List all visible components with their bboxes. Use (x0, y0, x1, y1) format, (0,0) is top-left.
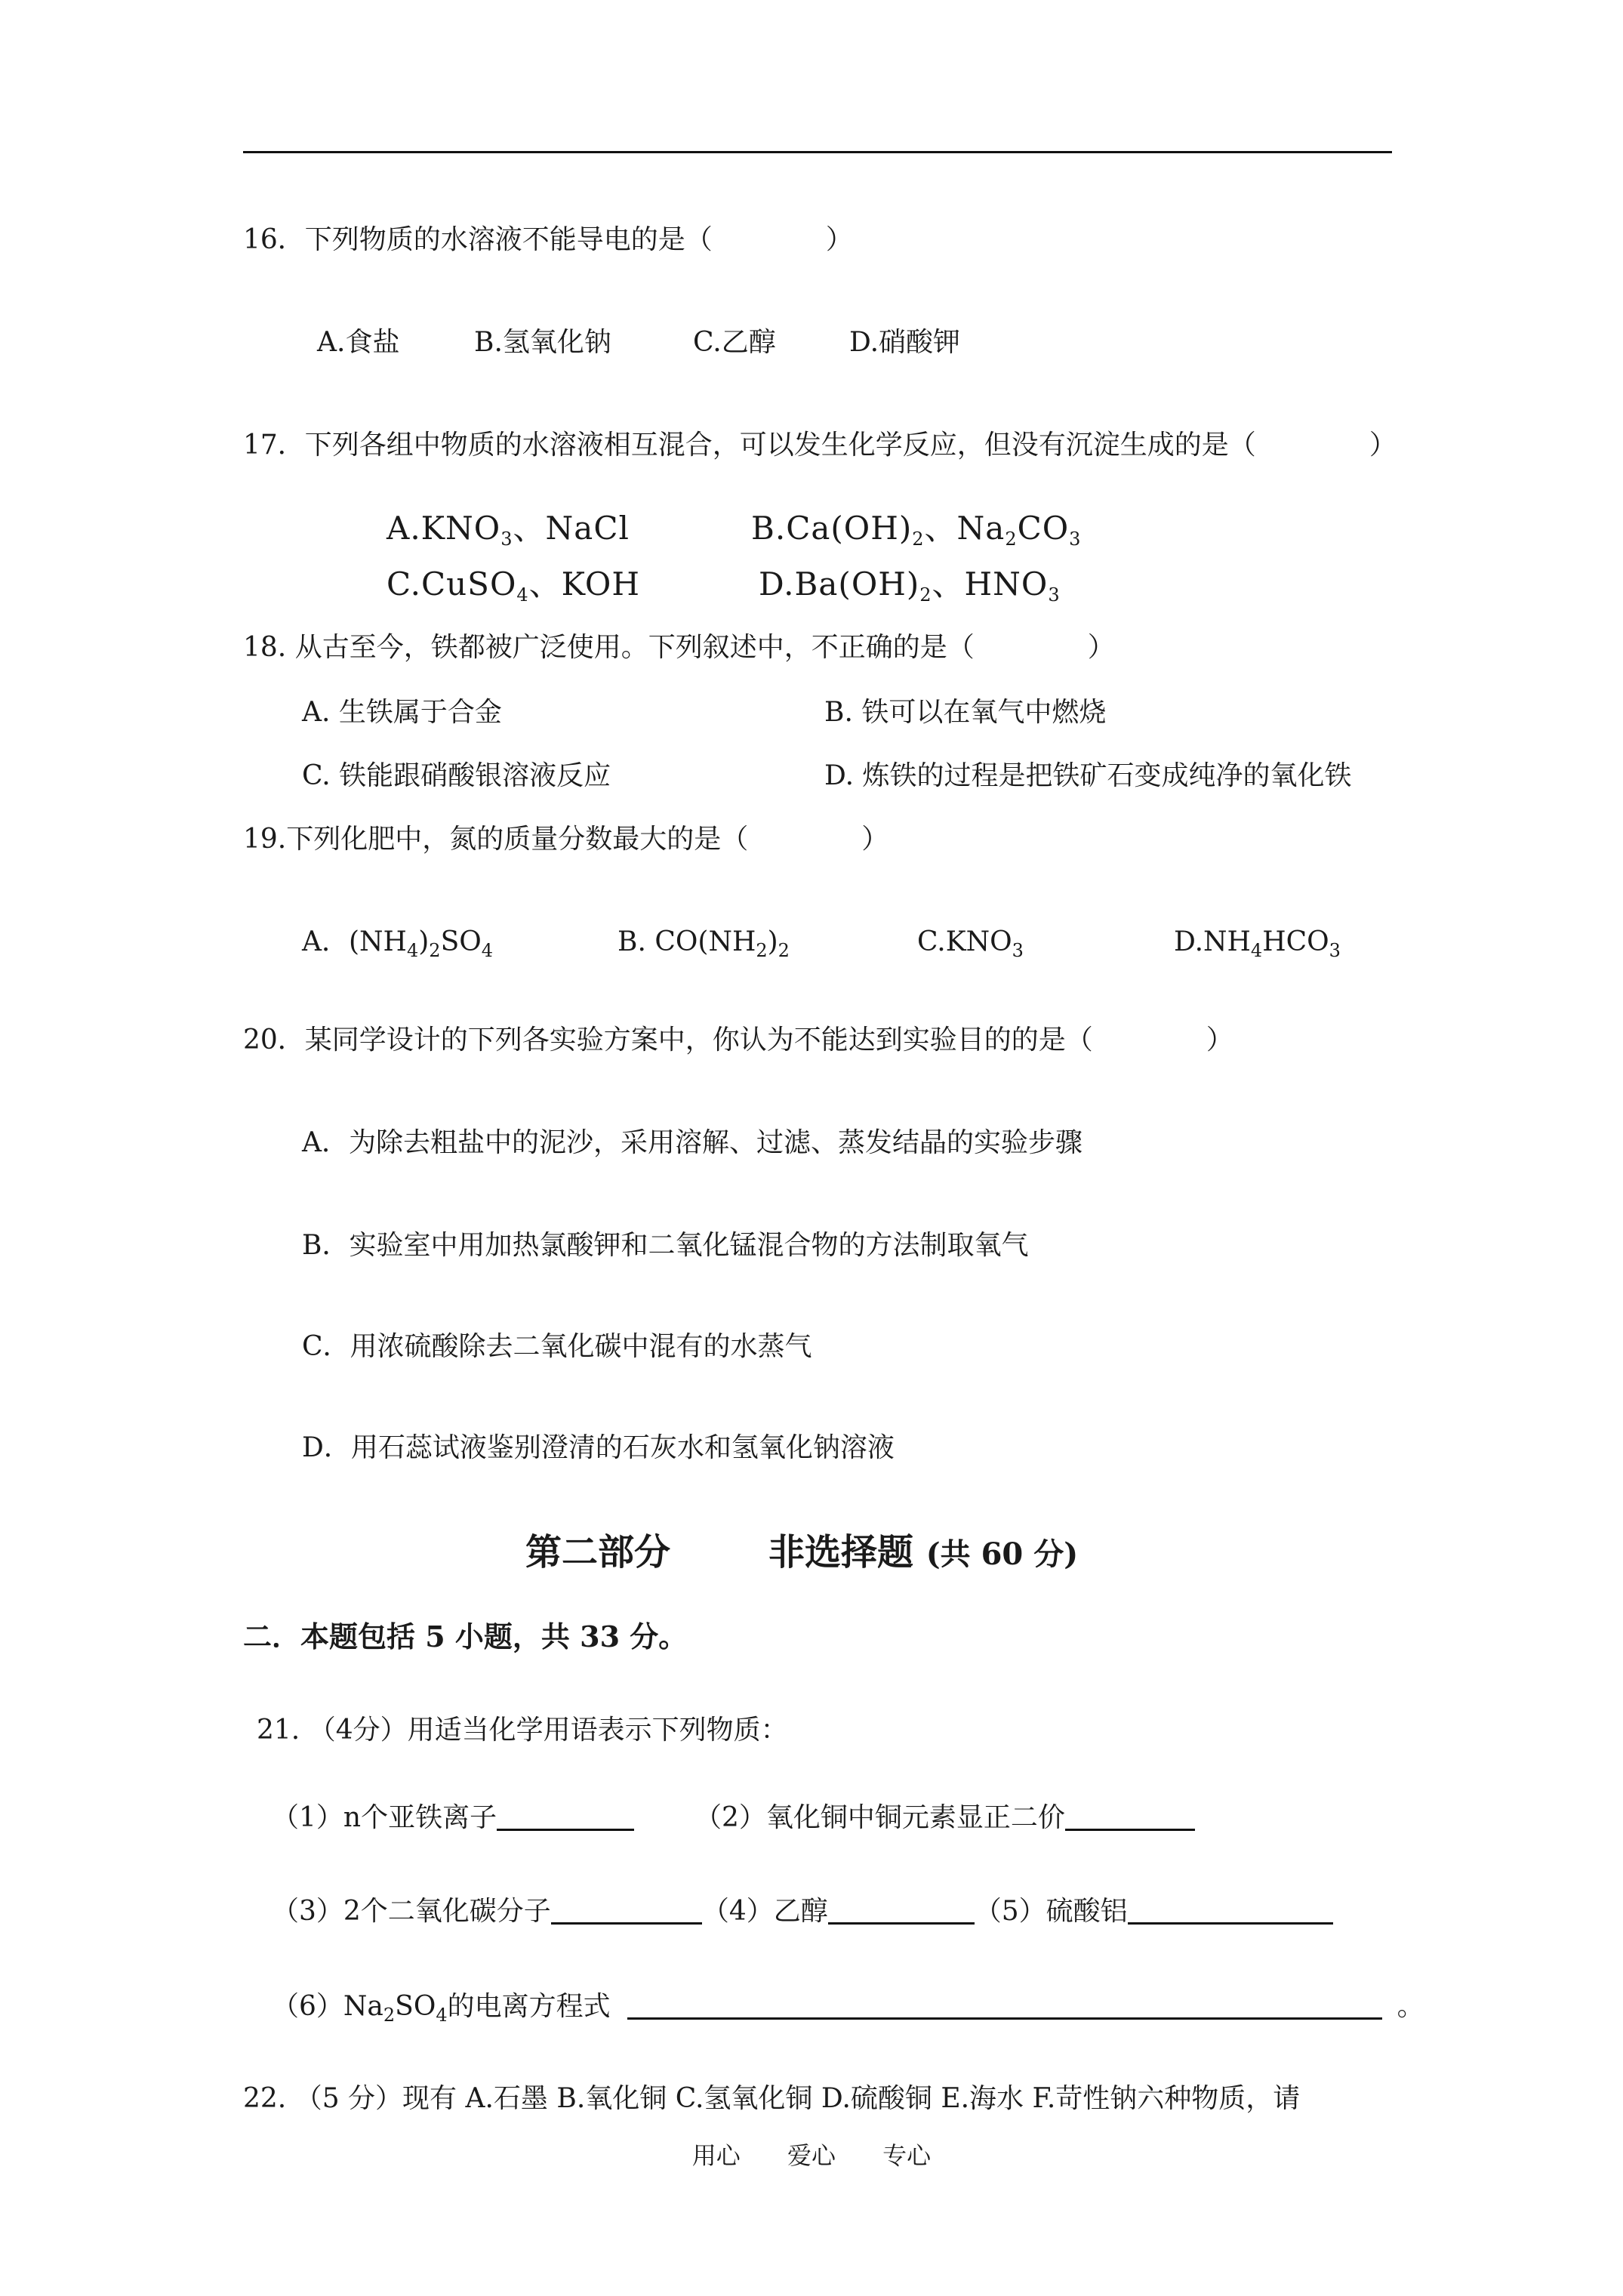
q21-blank-5[interactable] (1128, 1895, 1333, 1925)
q21-item-6: $(6)Na_2SO_4$的电离方程式 。 (272, 1991, 1424, 2026)
q18-close: ） (1087, 632, 1115, 663)
q18-stem-text: 18. 从古至今，铁都被广泛使用。下列叙述中，不正确的是（ (243, 632, 975, 663)
footer-word-1: 用心 (691, 2141, 741, 2170)
q20-option-a: A．为除去粗盐中的泥沙，采用溶解、过滤、蒸发结晶的实验步骤 (302, 1127, 1083, 1158)
q20-close: ） (1206, 1025, 1233, 1056)
q20-option-d: D．用石蕊试液鉴别澄清的石灰水和氢氧化钠溶液 (302, 1432, 895, 1463)
page-footer (0, 2137, 1623, 2171)
q20-stem (243, 1024, 1233, 1057)
q17-option-d: $D.Ba(OH)_2$、$HNO_3$ (759, 566, 1061, 606)
q19-stem-text: 19.下列化肥中，氮的质量分数最大的是（ (243, 824, 749, 855)
q16-option-a: A.食盐 (317, 327, 400, 358)
q17-stem (243, 429, 1397, 462)
q21-blank-6[interactable] (627, 1990, 1382, 2020)
q17-close: ） (1369, 430, 1397, 461)
header-rule (243, 151, 1392, 153)
q17-option-c: C.CuSO$_4$、KOH (387, 566, 640, 606)
q21-item-2: （2）氧化铜中铜元素显正二价 (694, 1801, 1195, 1835)
q16-option-d: D.硝酸钾 (849, 327, 961, 358)
q21-stem: 21. （4分）用适当化学用语表示下列物质： (257, 1715, 788, 1746)
q18-stem (243, 631, 1115, 664)
q21-item-3: （3）2个二氧化碳分子 （4）乙醇 （5）硫酸铝 (272, 1895, 1333, 1928)
q19-option-c: $C.KNO_3$ (917, 926, 1024, 961)
q21-blank-4[interactable] (828, 1895, 975, 1925)
footer-word-3: 专心 (882, 2141, 932, 2170)
q19-stem (243, 823, 888, 856)
q20-option-c: C．用浓硫酸除去二氧化碳中混有的水蒸气 (302, 1331, 812, 1362)
q16-stem (243, 223, 853, 257)
part2-title-right: 非选择题 (768, 1531, 914, 1573)
q21-blank-3[interactable] (551, 1895, 702, 1925)
part2-title-score: (共 60 分) (925, 1536, 1079, 1572)
q22-stem: 22. （5 分）现有 A.石墨 B.氧化铜 C.氢氧化铜 D.硫酸铜 E.海水 F.苛性钠六种物质，请 (243, 2083, 1301, 2114)
q19-option-b: B. $CO(NH_2)_2$ (617, 926, 790, 961)
q20-stem-text: 20．某同学设计的下列各实验方案中，你认为不能达到实验目的的是（ (243, 1025, 1093, 1056)
q18-option-d: D. 炼铁的过程是把铁矿石变成纯净的氧化铁 (824, 760, 1352, 791)
section2-heading: 二．本题包括 5 小题，共 33 分。 (243, 1620, 688, 1653)
q20-option-b: B．实验室中用加热氯酸钾和二氧化锰混合物的方法制取氧气 (302, 1230, 1029, 1261)
q21-blank-2[interactable] (1065, 1801, 1195, 1831)
q18-option-c: C. 铁能跟硝酸银溶液反应 (302, 760, 611, 791)
q18-option-b: B. 铁可以在氧气中燃烧 (824, 697, 1107, 728)
q16-close: ） (825, 224, 853, 255)
q17-option-a: $A.KNO_3$、NaCl (387, 510, 630, 550)
footer-word-2: 爱心 (787, 2141, 836, 2170)
part2-title (525, 1530, 1078, 1577)
q21-blank-1[interactable] (497, 1801, 634, 1831)
q16-stem-text: 16．下列物质的水溶液不能导电的是（ (243, 224, 713, 255)
part2-title-left: 第二部分 (525, 1531, 671, 1573)
q17-option-b: $B.Ca(OH)_2$、$Na_2CO_3$ (751, 510, 1082, 550)
q21-item-1: （1）n个亚铁离子 (272, 1801, 634, 1835)
q19-option-a: A．$(NH_4)_2SO_4$ (302, 926, 494, 961)
q19-close: ） (861, 824, 889, 855)
q16-option-c: C.乙醇 (693, 327, 776, 358)
q19-option-d: $D.NH_4HCO_3$ (1174, 926, 1341, 961)
q17-stem-text: 17．下列各组中物质的水溶液相互混合，可以发生化学反应，但没有沉淀生成的是（ (243, 430, 1256, 461)
q16-option-b: B.氢氧化钠 (474, 327, 611, 358)
q18-option-a: A. 生铁属于合金 (302, 697, 502, 728)
